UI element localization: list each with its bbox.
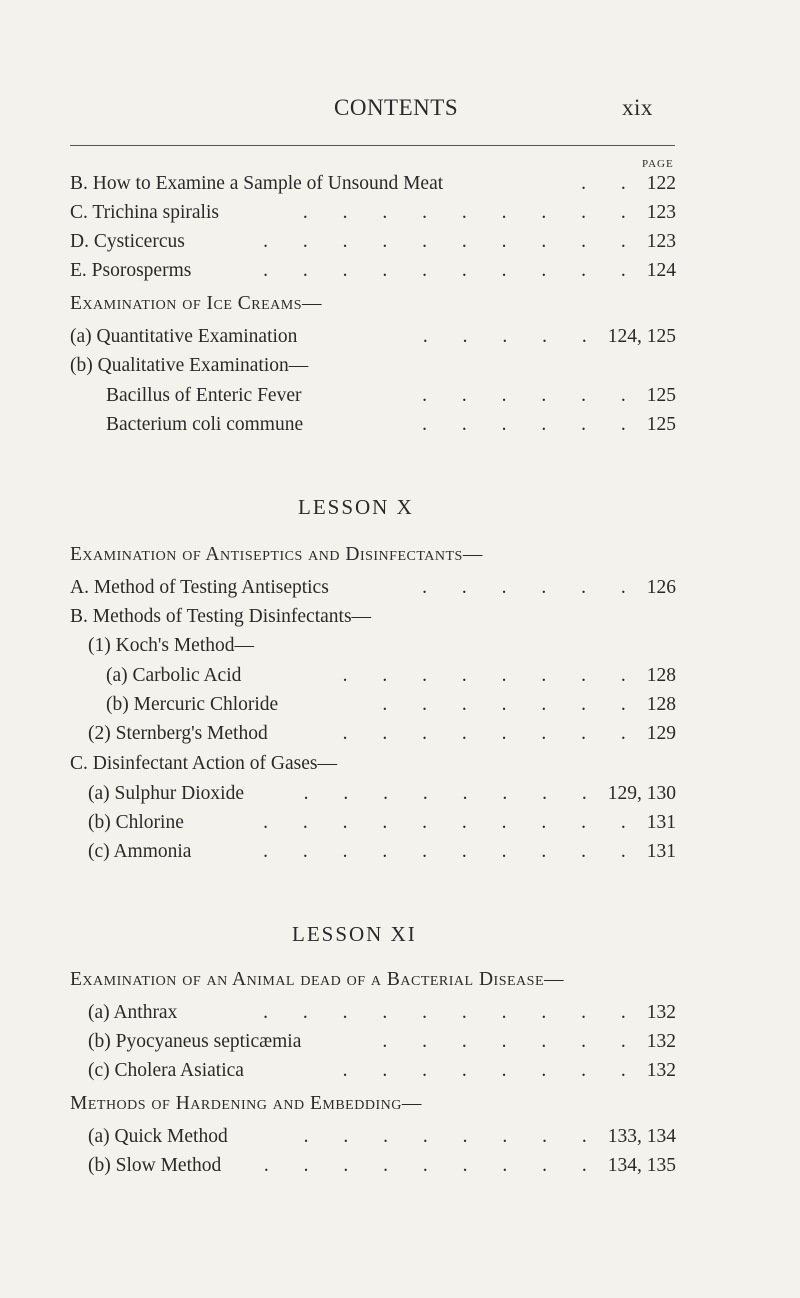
entry-label: Bacillus of Enteric Fever [106, 385, 302, 406]
entry-label: (c) Cholera Asiatica [88, 1060, 244, 1081]
entry-page: 134, 135 [607, 1155, 676, 1176]
entry-page: 126 [646, 577, 676, 598]
toc-entry[interactable] [70, 230, 676, 254]
dot-leader: . . . . . . [422, 385, 641, 406]
toc-entry[interactable] [70, 201, 676, 225]
toc-entry[interactable] [88, 722, 676, 746]
toc-entry[interactable] [88, 1059, 676, 1083]
entry-label: (a) Quick Method [88, 1126, 228, 1147]
toc-entry[interactable] [88, 1154, 676, 1178]
entry-page: 131 [646, 841, 676, 862]
toc-entry[interactable] [106, 664, 676, 688]
dot-leader: . . . . . . . . . [263, 1155, 602, 1176]
entry-label: E. Psorosperms [70, 260, 192, 281]
entry-label: B. How to Examine a Sample of Unsound Meat [70, 173, 444, 194]
entry-label: (2) Sternberg's Method [88, 723, 268, 744]
section-heading-ice-creams: Examination of Ice Creams— [70, 293, 322, 314]
entry-label: (c) Ammonia [88, 841, 192, 862]
dot-leader: . . . . . . . . . . [263, 260, 641, 281]
header-rule [70, 145, 675, 146]
section-heading-animal: Examination of an Animal dead of a Bacterial Disease— [70, 969, 564, 990]
dot-leader: . . . . . . . . . [302, 202, 641, 223]
dot-leader: . . . . . . . . . . [263, 231, 641, 252]
running-header [0, 95, 800, 125]
toc-entry[interactable] [70, 576, 676, 600]
entry-label: (a) Quantitative Examination [70, 326, 298, 347]
entry-label: (b) Slow Method [88, 1155, 222, 1176]
dot-leader: . . . . . . . . [303, 783, 602, 804]
lesson-xi-title: LESSON XI [292, 922, 417, 946]
dot-leader: . . . . . . [422, 577, 641, 598]
entry-label: A. Method of Testing Antiseptics [70, 577, 329, 598]
toc-entry[interactable] [88, 1125, 676, 1149]
entry-page: 128 [646, 665, 676, 686]
entry-label: (b) Mercuric Chloride [106, 694, 279, 715]
entry-page: 124, 125 [607, 326, 676, 347]
dot-leader: . . . . . . . . [342, 1060, 641, 1081]
toc-entry[interactable] [88, 840, 676, 864]
entry-page: 132 [646, 1060, 676, 1081]
entry-page: 129 [646, 723, 676, 744]
toc-entry[interactable] [88, 1001, 676, 1025]
entry-label: D. Cysticercus [70, 231, 185, 252]
subsection-qualitative: (b) Qualitative Examination— [70, 355, 309, 376]
entry-page: 128 [646, 694, 676, 715]
dot-leader: . . . . . . . . [342, 665, 641, 686]
entry-page: 124 [646, 260, 676, 281]
toc-entry[interactable] [88, 1030, 676, 1054]
dot-leader: . . . . . . . [382, 694, 641, 715]
toc-entry[interactable] [106, 693, 676, 717]
entry-label: (a) Sulphur Dioxide [88, 783, 244, 804]
entry-page: 131 [646, 812, 676, 833]
dot-leader: . . . . . [422, 326, 602, 347]
subsection-gases: C. Disinfectant Action of Gases— [70, 753, 337, 774]
subsection-koch: (1) Koch's Method— [88, 635, 254, 656]
lesson-x-title: LESSON X [298, 495, 414, 519]
dot-leader: . . . . . . . [382, 1031, 641, 1052]
toc-entry[interactable] [106, 384, 676, 408]
entry-label: (b) Pyocyaneus septicæmia [88, 1031, 302, 1052]
entry-page: 132 [646, 1002, 676, 1023]
entry-label: Bacterium coli commune [106, 414, 304, 435]
entry-label: C. Trichina spiralis [70, 202, 219, 223]
dot-leader: . . . . . . . . . . [263, 812, 641, 833]
entry-page: 123 [646, 202, 676, 223]
dot-leader: . . . . . . [422, 414, 641, 435]
toc-entry[interactable] [70, 172, 676, 196]
toc-entry[interactable] [106, 413, 676, 437]
section-heading-antiseptics: Examination of Antiseptics and Disinfectants— [70, 544, 483, 565]
toc-entry[interactable] [70, 259, 676, 283]
dot-leader: . . [581, 173, 641, 194]
entry-page: 129, 130 [607, 783, 676, 804]
dot-leader: . . . . . . . . [303, 1126, 602, 1147]
subsection-disinfectants: B. Methods of Testing Disinfectants— [70, 606, 372, 627]
entry-label: (a) Anthrax [88, 1002, 178, 1023]
entry-label: (b) Chlorine [88, 812, 184, 833]
header-title: CONTENTS [334, 95, 459, 120]
entry-page: 125 [646, 414, 676, 435]
section-heading-hardening: Methods of Hardening and Embedding— [70, 1093, 422, 1114]
entry-page: 132 [646, 1031, 676, 1052]
page-column-label: PAGE [642, 158, 674, 170]
entry-page: 125 [646, 385, 676, 406]
dot-leader: . . . . . . . . . . [263, 841, 641, 862]
entry-page: 123 [646, 231, 676, 252]
dot-leader: . . . . . . . . [342, 723, 641, 744]
toc-entry[interactable] [88, 811, 676, 835]
entry-label: (a) Carbolic Acid [106, 665, 242, 686]
entry-page: 122 [646, 173, 676, 194]
entry-page: 133, 134 [607, 1126, 676, 1147]
header-folio: xix [622, 95, 653, 120]
toc-entry[interactable] [88, 782, 676, 806]
dot-leader: . . . . . . . . . . [263, 1002, 641, 1023]
toc-entry[interactable] [70, 325, 676, 349]
